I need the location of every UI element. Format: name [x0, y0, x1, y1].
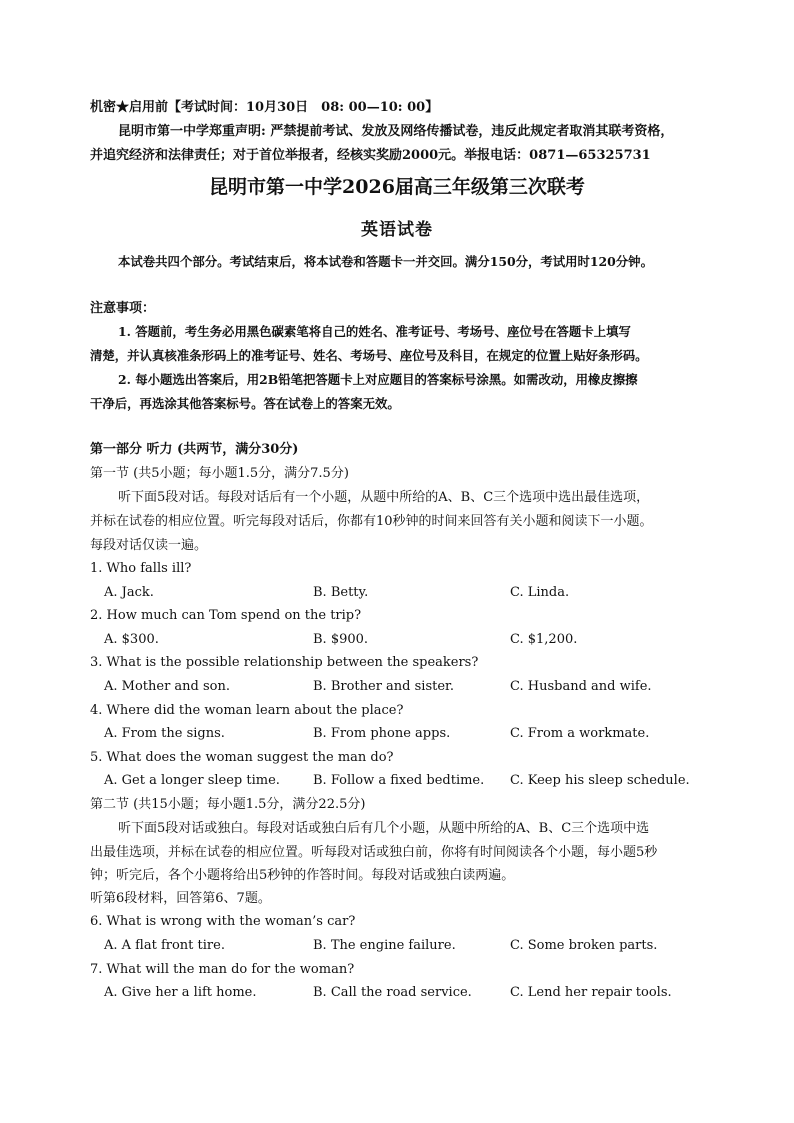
part1-heading: 第一部分 听力 (共两节，满分30分) — [90, 442, 299, 457]
option-c: C. From a workmate. — [510, 726, 650, 741]
question-stem: 4. Where did the woman learn about the place? — [90, 703, 404, 718]
option-a: A. From the signs. — [104, 726, 225, 741]
section2-instr-2: 出最佳选项，并标在试卷的相应位置。听每段对话或独白前，你将有时间阅读各个小题，每小题5秒 — [90, 845, 658, 860]
option-c: C. Linda. — [510, 585, 570, 600]
option-b: B. The engine failure. — [313, 938, 456, 953]
material-6-heading: 听第6段材料，回答第6、7题。 — [90, 891, 271, 906]
option-b: B. Brother and sister. — [313, 679, 454, 694]
section2-instr-3: 钟；听完后，各个小题将给出5秒钟的作答时间。每段对话或独白读两遍。 — [90, 868, 515, 883]
exam-title: 昆明市第一中学2026届高三年级第三次联考 — [209, 176, 585, 198]
question-stem: 5. What does the woman suggest the man do? — [90, 750, 394, 765]
section1-instr-3: 每段对话仅读一遍。 — [90, 538, 208, 553]
question-stem: 6. What is wrong with the woman’s car? — [90, 914, 356, 929]
statement-line-1: 昆明市第一中学郑重声明: 严禁提前考试、发放及网络传播试卷，违反此规定者取消其联考资格， — [118, 124, 674, 139]
note-2-line-2: 干净后，再选涂其他答案标号。答在试卷上的答案无效。 — [90, 396, 400, 411]
option-b: B. From phone apps. — [313, 726, 451, 741]
option-a: A. $300. — [104, 632, 159, 647]
section1-instr-2: 并标在试卷的相应位置。听完每段对话后，你都有10秒钟的时间来回答有关小题和阅读下一小题。 — [90, 514, 653, 529]
option-c: C. Keep his sleep schedule. — [510, 773, 690, 788]
exam-intro: 本试卷共四个部分。考试结束后，将本试卷和答题卡一并交回。满分150分，考试用时120分钟。 — [118, 254, 653, 269]
option-b: B. Betty. — [313, 585, 369, 600]
section2-heading: 第二节 (共15小题；每小题1.5分，满分22.5分) — [90, 797, 366, 812]
note-1-line-1: 1. 答题前，考生务必用黑色碳素笔将自己的姓名、准考证号、考场号、座位号在答题卡上填写 — [118, 324, 631, 339]
option-c: C. Lend her repair tools. — [510, 985, 672, 1000]
statement-line-2: 并追究经济和法律责任；对于首位举报者，经核实奖励2000元。举报电话：0871—65325731 — [90, 148, 651, 163]
confidential-notice: 机密★启用前【考试时间：10月30日 08: 00—10: 00】 — [90, 100, 439, 115]
option-a: A. Mother and son. — [104, 679, 231, 694]
section1-heading: 第一节 (共5小题；每小题1.5分，满分7.5分) — [90, 466, 349, 481]
exam-subtitle: 英语试卷 — [361, 220, 433, 240]
option-b: B. Call the road service. — [313, 985, 472, 1000]
question-stem: 3. What is the possible relationship between the speakers? — [90, 655, 479, 670]
section1-instr-1: 听下面5段对话。每段对话后有一个小题，从题中所给的A、B、C三个选项中选出最佳选项， — [118, 490, 650, 505]
option-a: A. Give her a lift home. — [104, 985, 257, 1000]
question-stem: 7. What will the man do for the woman? — [90, 962, 355, 977]
question-stem: 2. How much can Tom spend on the trip? — [90, 608, 362, 623]
note-1-line-2: 清楚，并认真核准条形码上的准考证号、姓名、考场号、座位号及科目，在规定的位置上贴好条形码。 — [90, 348, 648, 363]
option-b: B. $900. — [313, 632, 369, 647]
option-c: C. Husband and wife. — [510, 679, 652, 694]
option-a: A. Jack. — [104, 585, 154, 600]
option-a: A. Get a longer sleep time. — [104, 773, 280, 788]
note-2-line-1: 2. 每小题选出答案后，用2B铅笔把答题卡上对应题目的答案标号涂黑。如需改动，用橡皮擦擦 — [118, 372, 638, 387]
option-c: C. Some broken parts. — [510, 938, 658, 953]
notes-heading: 注意事项： — [90, 301, 156, 316]
option-b: B. Follow a fixed bedtime. — [313, 773, 485, 788]
option-c: C. $1,200. — [510, 632, 578, 647]
question-stem: 1. Who falls ill? — [90, 561, 192, 576]
section2-instr-1: 听下面5段对话或独白。每段对话或独白后有几个小题，从题中所给的A、B、C三个选项中选 — [118, 821, 650, 836]
option-a: A. A flat front tire. — [104, 938, 225, 953]
